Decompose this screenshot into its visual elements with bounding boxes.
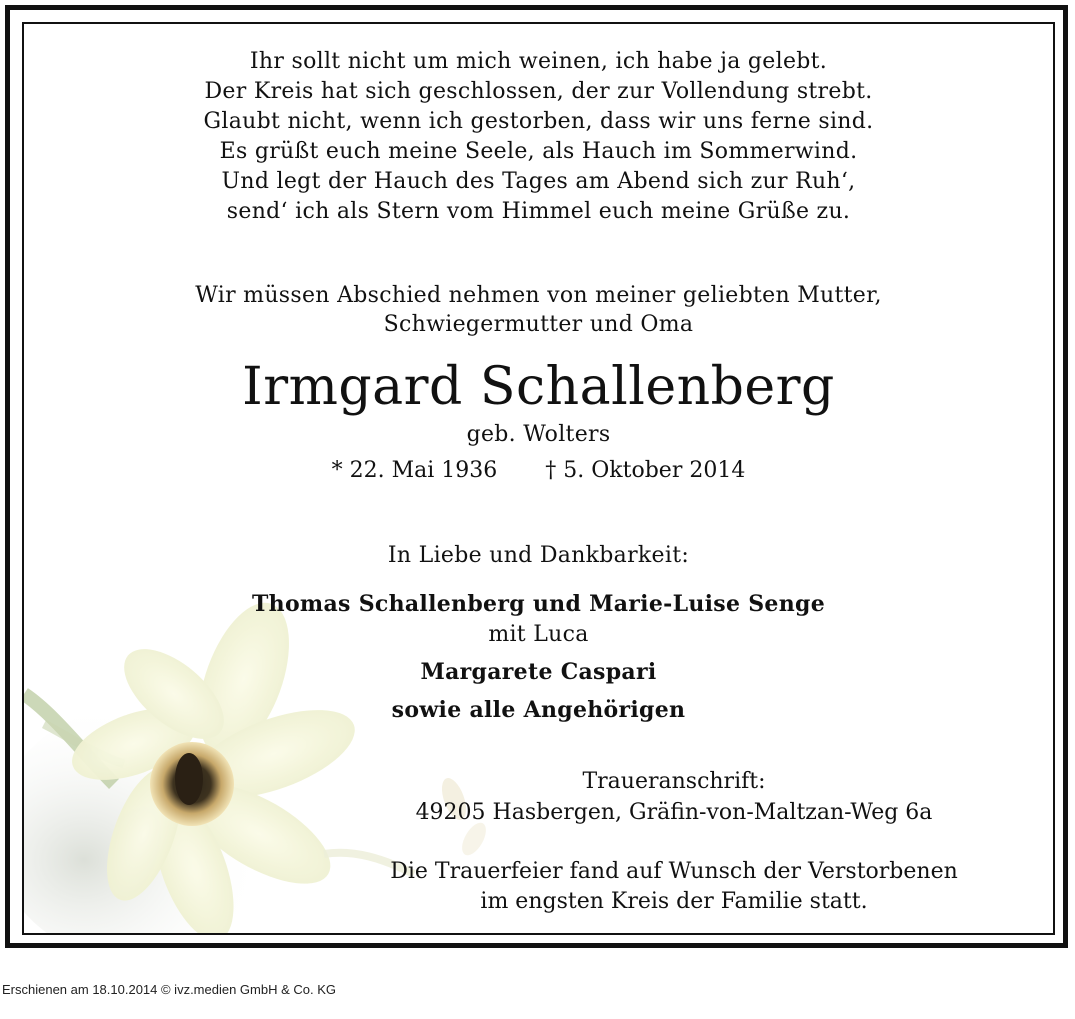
mourner-line: Margarete Caspari (420, 659, 657, 685)
life-dates (24, 457, 1053, 485)
poem-line: Glaubt nicht, wenn ich gestorben, dass wir uns ferne sind. (203, 109, 874, 134)
ceremony-line: im engsten Kreis der Familie statt. (480, 889, 868, 914)
intro-line: Schwiegermutter und Oma (383, 312, 694, 337)
deceased-name: Irmgard Schallenberg (242, 357, 835, 417)
birth-date: * 22. Mai 1936 (331, 458, 498, 483)
address-label: Traueranschrift: (582, 769, 766, 794)
address-value: 49205 Hasbergen, Gräfin-von-Maltzan-Weg 6a (415, 800, 933, 825)
ceremony-line: Die Trauerfeier fand auf Wunsch der Verstorbenen (390, 859, 958, 884)
poem-line: send‘ ich als Stern vom Himmel euch meine Grüße zu. (226, 199, 851, 224)
mourner-line: sowie alle Angehörigen (391, 697, 686, 723)
mourner-line: Thomas Schallenberg und Marie-Luise Senge (251, 591, 825, 617)
intro-line: Wir müssen Abschied nehmen von meiner geliebten Mutter, (195, 283, 882, 308)
death-date: † 5. Oktober 2014 (545, 458, 746, 483)
outer-border (5, 5, 1068, 948)
birth-name: geb. Wolters (466, 422, 611, 447)
poem-line: Ihr sollt nicht um mich weinen, ich habe ja gelebt. (249, 49, 828, 74)
obituary-card (22, 22, 1055, 935)
poem-line: Der Kreis hat sich geschlossen, der zur Vollendung strebt. (204, 79, 873, 104)
poem-line: Es grüßt euch meine Seele, als Hauch im Sommerwind. (219, 139, 858, 164)
gratitude-line: In Liebe und Dankbarkeit: (387, 543, 690, 568)
publication-footer: Erschienen am 18.10.2014 © ivz.medien GmbH & Co. KG (2, 982, 337, 997)
mourner-line: mit Luca (488, 622, 589, 647)
poem-line: Und legt der Hauch des Tages am Abend sich zur Ruh‘, (221, 169, 856, 194)
